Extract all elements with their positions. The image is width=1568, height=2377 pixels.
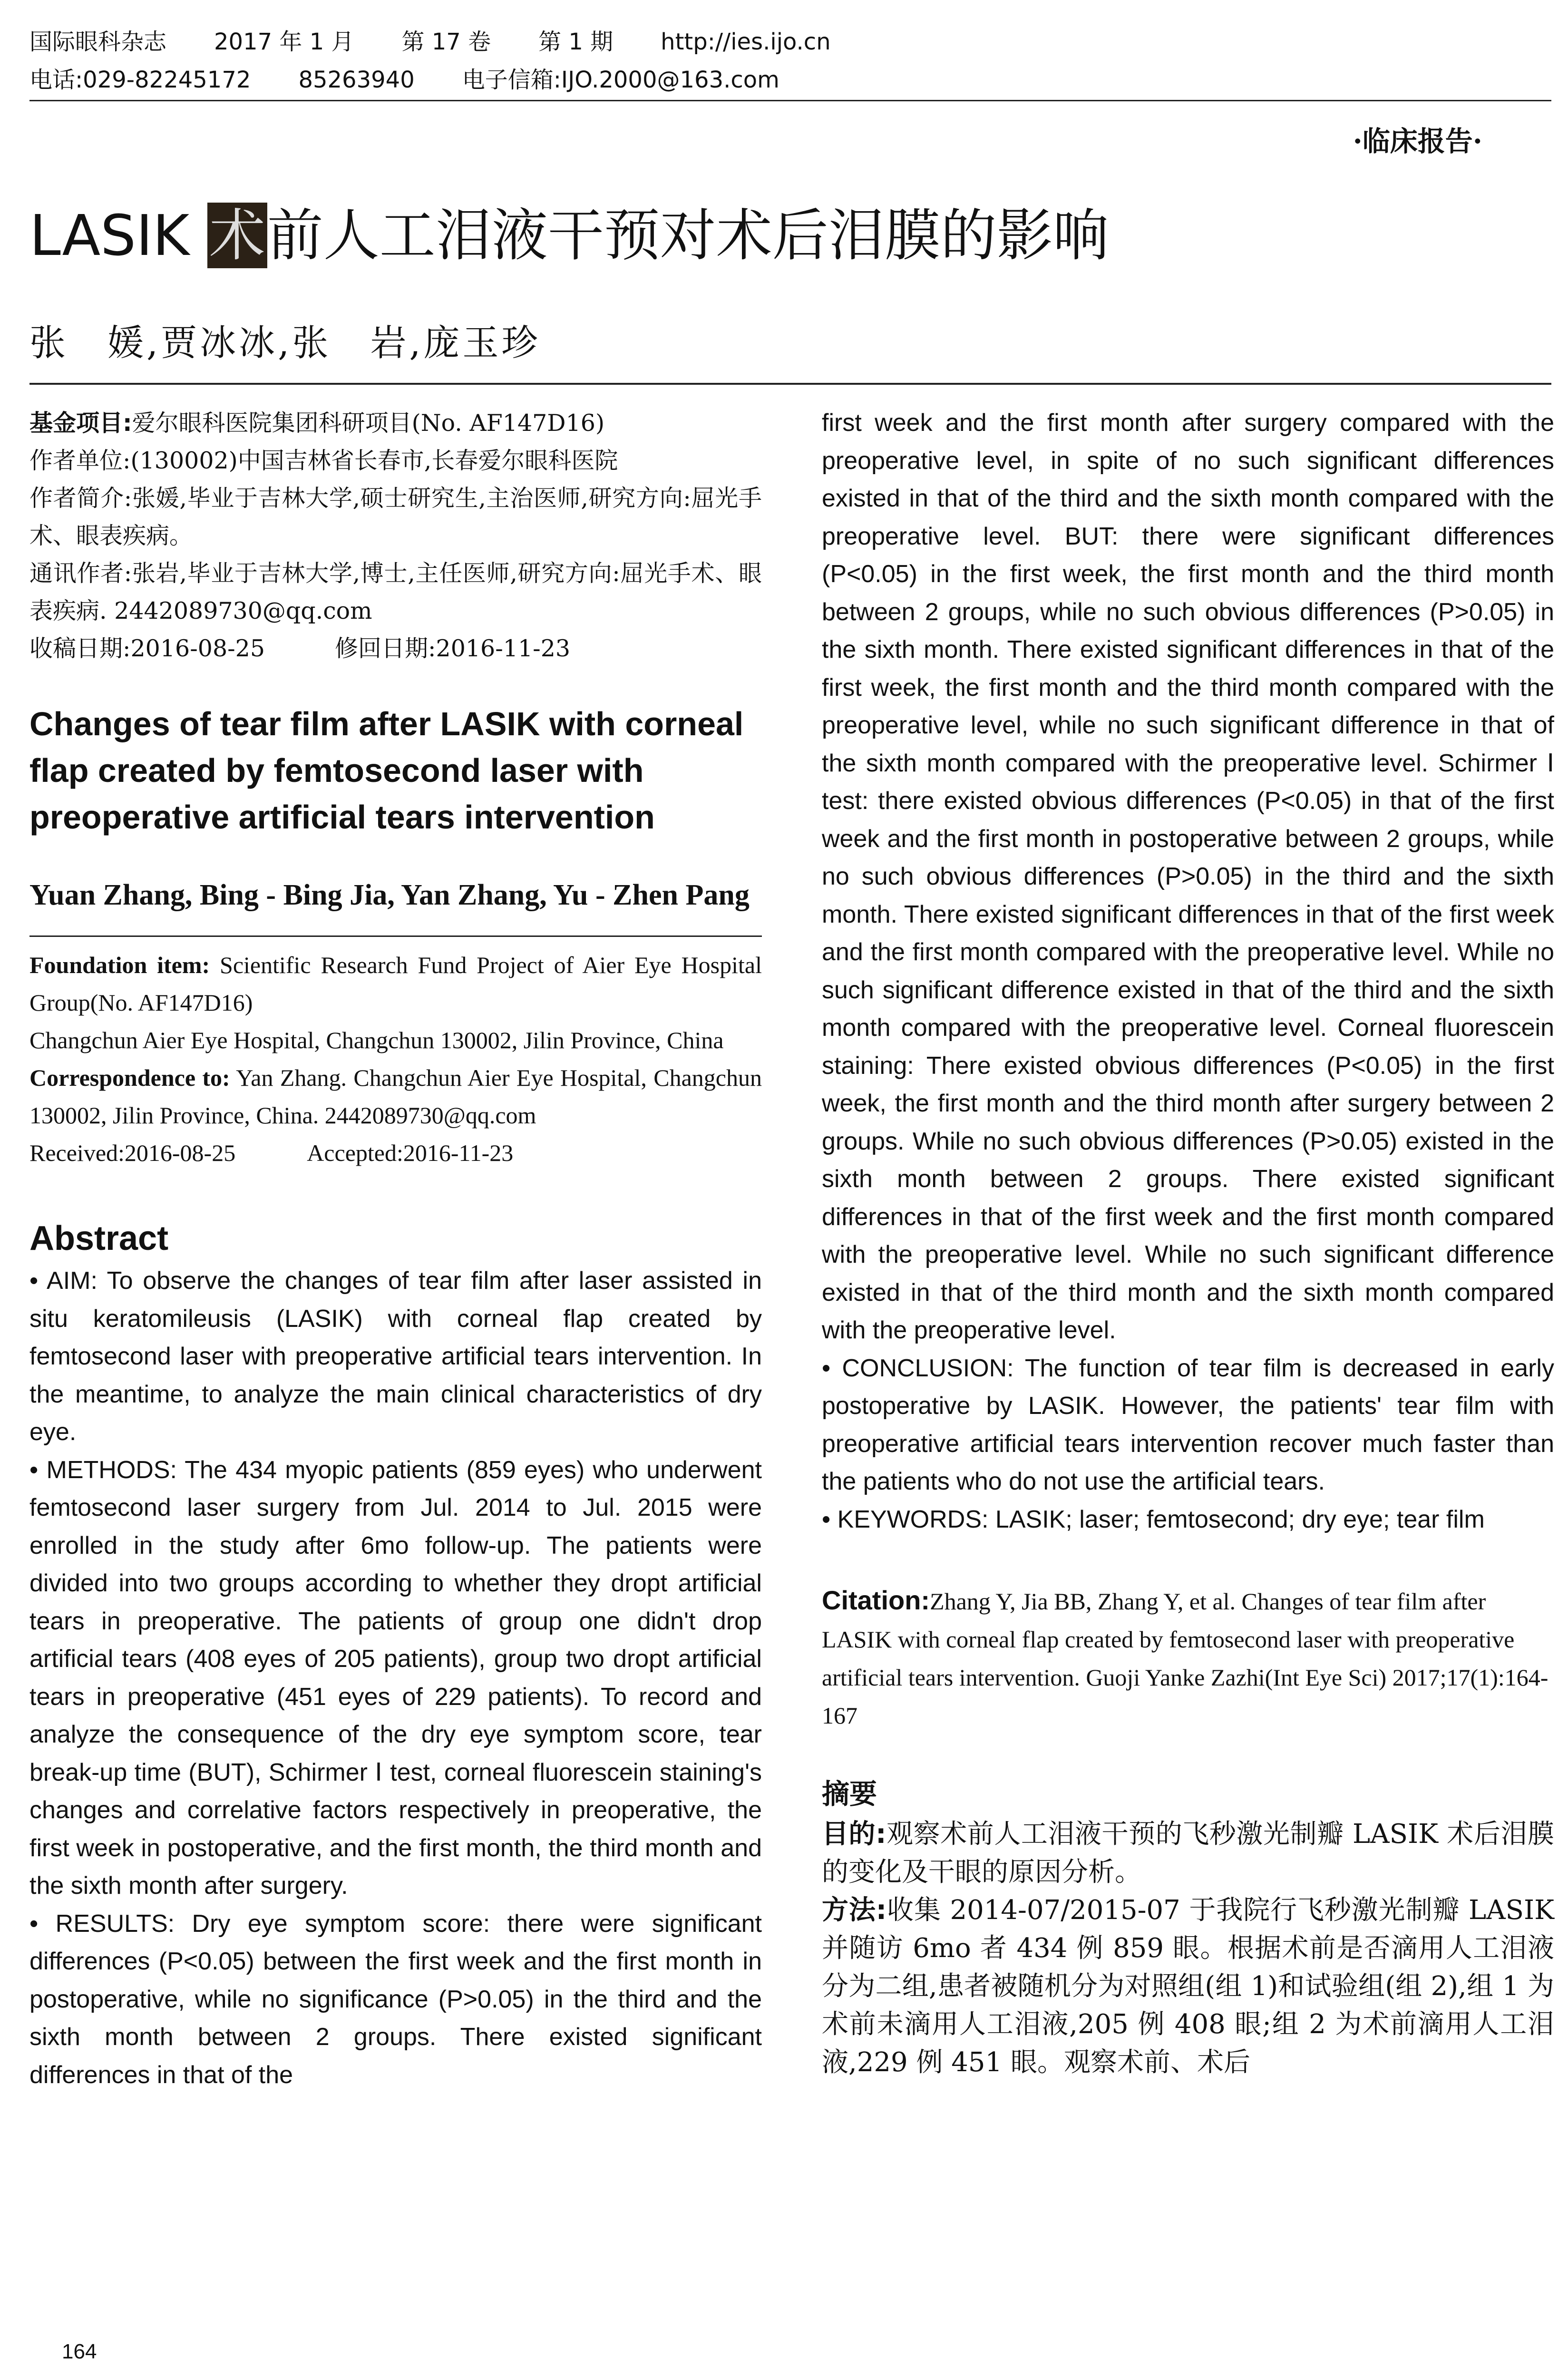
correspondence-en: Correspondence to: Yan Zhang. Changchun Aier Eye Hospital, Changchun 130002, Jilin Province, China. 2442089730@qq.com xyxy=(29,1064,762,1129)
journal-header xyxy=(29,23,1551,104)
english-title: Changes of tear film after LASIK with corneal flap created by femtosecond laser with preoperative artificial tears intervention xyxy=(29,705,744,836)
article-title xyxy=(29,200,1109,271)
header-divider xyxy=(29,100,1551,101)
volume: 第 17 卷 xyxy=(401,29,491,55)
authors-divider xyxy=(29,935,762,937)
affiliation-cn: 作者单位:(130002)中国吉林省长春市,长春爱尔眼科医院 xyxy=(29,447,618,474)
header-line-2 xyxy=(29,61,1551,99)
abstract-keywords: • KEYWORDS: LASIK; laser; femtosecond; dry eye; tear film xyxy=(822,1505,1485,1533)
citation-text: Zhang Y, Jia BB, Zhang Y, et al. Changes of tear film after LASIK with corneal flap created by femtosecond laser with preoperative artificial tears intervention. Guoji Yanke Zazhi(Int Eye Sci) 2017;17(1):164-167 xyxy=(822,1588,1549,1729)
abstract-aim: • AIM: To observe the changes of tear film after laser assisted in situ keratomileusis (LASIK) with corneal flap created by femtosecond laser with preoperative artificial tears intervention. In the meantime, to analyze the main clinical characteristics of dry eye. xyxy=(29,1267,762,1446)
title-prefix: LASIK xyxy=(29,203,207,268)
abstract-results-cont: first week and the first month after surgery compared with the preoperative level, in spite of no such significant differences existed in that of the third and the sixth month compared with the preoperative level. BUT: there were significant differences (P<0.05) in the first week, the first month and the third month between 2 groups, while no such obvious differences (P>0.05) in the sixth month. There existed significant differences in that of the first week, the first month and the third month compared with the preoperative level, while no such significant difference in that of the sixth month compared with the preoperative level. Schirmer Ⅰ test: there existed obvious differences (P<0.05) in that of the first week and the first month in postoperative between 2 groups, while no such obvious differences (P>0.05) in the third and the sixth month. There existed significant differences in that of the first week and the first month compared with the preoperative level. While no such significant difference existed in that of the third and the sixth month compared with the preoperative level. Corneal fluorescein staining: There existed obvious differences (P<0.05) in the first week, the first month and the third month after surgery between 2 groups. While no such obvious differences (P>0.05) existed in the sixth month between 2 groups. There existed significant differences in that of the first week and the first month compared with the preoperative level. While no such significant difference existed in that of the third month and the sixth month compared with the preoperative level. xyxy=(822,409,1554,1344)
en-metadata xyxy=(29,946,762,1172)
foundation-en: Foundation item: Scientific Research Fund Project of Aier Eye Hospital Group(No. AF147D16) xyxy=(29,952,762,1016)
journal-name: 国际眼科杂志 xyxy=(29,29,167,55)
abstract-body-left xyxy=(29,1262,762,2094)
cn-metadata xyxy=(29,404,762,667)
cn-abstract-heading: 摘要 xyxy=(822,1778,877,1810)
title-divider xyxy=(29,383,1551,385)
english-authors: Yuan Zhang, Bing - Bing Jia, Yan Zhang, Yu - Zhen Pang xyxy=(29,879,750,911)
left-column xyxy=(29,404,762,2094)
cn-abstract-body xyxy=(822,1815,1554,2082)
affiliation-en: Changchun Aier Eye Hospital, Changchun 130002, Jilin Province, China xyxy=(29,1027,724,1053)
dates-cn: 收稿日期:2016-08-25 修回日期:2016-11-23 xyxy=(29,635,571,662)
correspondence-cn: 通讯作者:张岩,毕业于吉林大学,博士,主任医师,研究方向:屈光手术、眼表疾病. 2442089730@qq.com xyxy=(29,560,762,624)
author-bio-cn: 作者简介:张媛,毕业于吉林大学,硕士研究生,主治医师,研究方向:屈光手术、眼表疾病。 xyxy=(29,485,762,549)
foundation-cn: 基金项目:爱尔眼科医院集团科研项目(No. AF147D16) xyxy=(29,409,605,437)
page-number: 164 xyxy=(62,2340,97,2363)
abstract-body-right xyxy=(822,404,1554,1539)
cn-aim: 目的:观察术前人工泪液干预的飞秒激光制瓣 LASIK 术后泪膜的变化及干眼的原因分析。 xyxy=(822,1819,1554,1888)
header-line-1 xyxy=(29,23,1551,61)
authors-cn: 张 媛,贾冰冰,张 岩,庞玉珍 xyxy=(29,321,541,364)
dates-en: Received:2016-08-25 Accepted:2016-11-23 xyxy=(29,1140,514,1166)
right-column xyxy=(822,404,1554,2082)
phone-2: 85263940 xyxy=(298,67,415,93)
phone: 电话:029-82245172 xyxy=(29,67,251,93)
abstract-conclusion: • CONCLUSION: The function of tear film is decreased in early postoperative by LASIK. However, the patients' tear film with preoperative artificial tears intervention recover much faster than the patients who do not use the artificial tears. xyxy=(822,1354,1554,1495)
title-highlighted-char: 术 xyxy=(207,203,267,268)
journal-url[interactable]: http://ies.ijo.cn xyxy=(661,29,831,55)
section-tag: ·临床报告· xyxy=(1353,125,1482,157)
issue-date: 2017 年 1 月 xyxy=(214,29,354,55)
issue-number: 第 1 期 xyxy=(538,29,614,55)
abstract-results-start: • RESULTS: Dry eye symptom score: there were significant differences (P<0.05) between the first week and the first month in postoperative, while no significance (P>0.05) in the third and the sixth month between 2 groups. There existed significant differences in that of the xyxy=(29,1909,762,2089)
cn-methods: 方法:收集 2014-07/2015-07 于我院行飞秒激光制瓣 LASIK 并随访 6mo 者 434 例 859 眼。根据术前是否滴用人工泪液分为二组,患者被随机分为对照组(组 1)和试验组(组 2),组 1 为术前未滴用人工泪液,205 例 408 眼;组 2 为术前滴用人工泪液,229 例 451 眼。观察术前、术后 xyxy=(822,1895,1554,2078)
email[interactable]: 电子信箱:IJO.2000@163.com xyxy=(462,67,779,93)
title-rest: 前人工泪液干预对术后泪膜的影响 xyxy=(267,203,1109,268)
abstract-methods: • METHODS: The 434 myopic patients (859 eyes) who underwent femtosecond laser surgery from Jul. 2014 to Jul. 2015 were enrolled in the study after 6mo follow-up. The patients were divided into two groups according to whether they dropt artificial tears in preoperative. The patients of group one didn't drop artificial tears (408 eyes of 205 patients), group two dropt artificial tears in preoperative (451 eyes of 229 patients). To record and analyze the consequence of the dry eye symptom score, tear break-up time (BUT), Schirmer Ⅰ test, corneal fluorescein staining's changes and correlative factors respectively in preoperative, the first week in postoperative, and the first month, the third month and the sixth month after surgery. xyxy=(29,1456,762,1900)
citation xyxy=(822,1581,1554,1734)
abstract-heading: Abstract xyxy=(29,1219,169,1257)
citation-label: Citation: xyxy=(822,1585,930,1615)
